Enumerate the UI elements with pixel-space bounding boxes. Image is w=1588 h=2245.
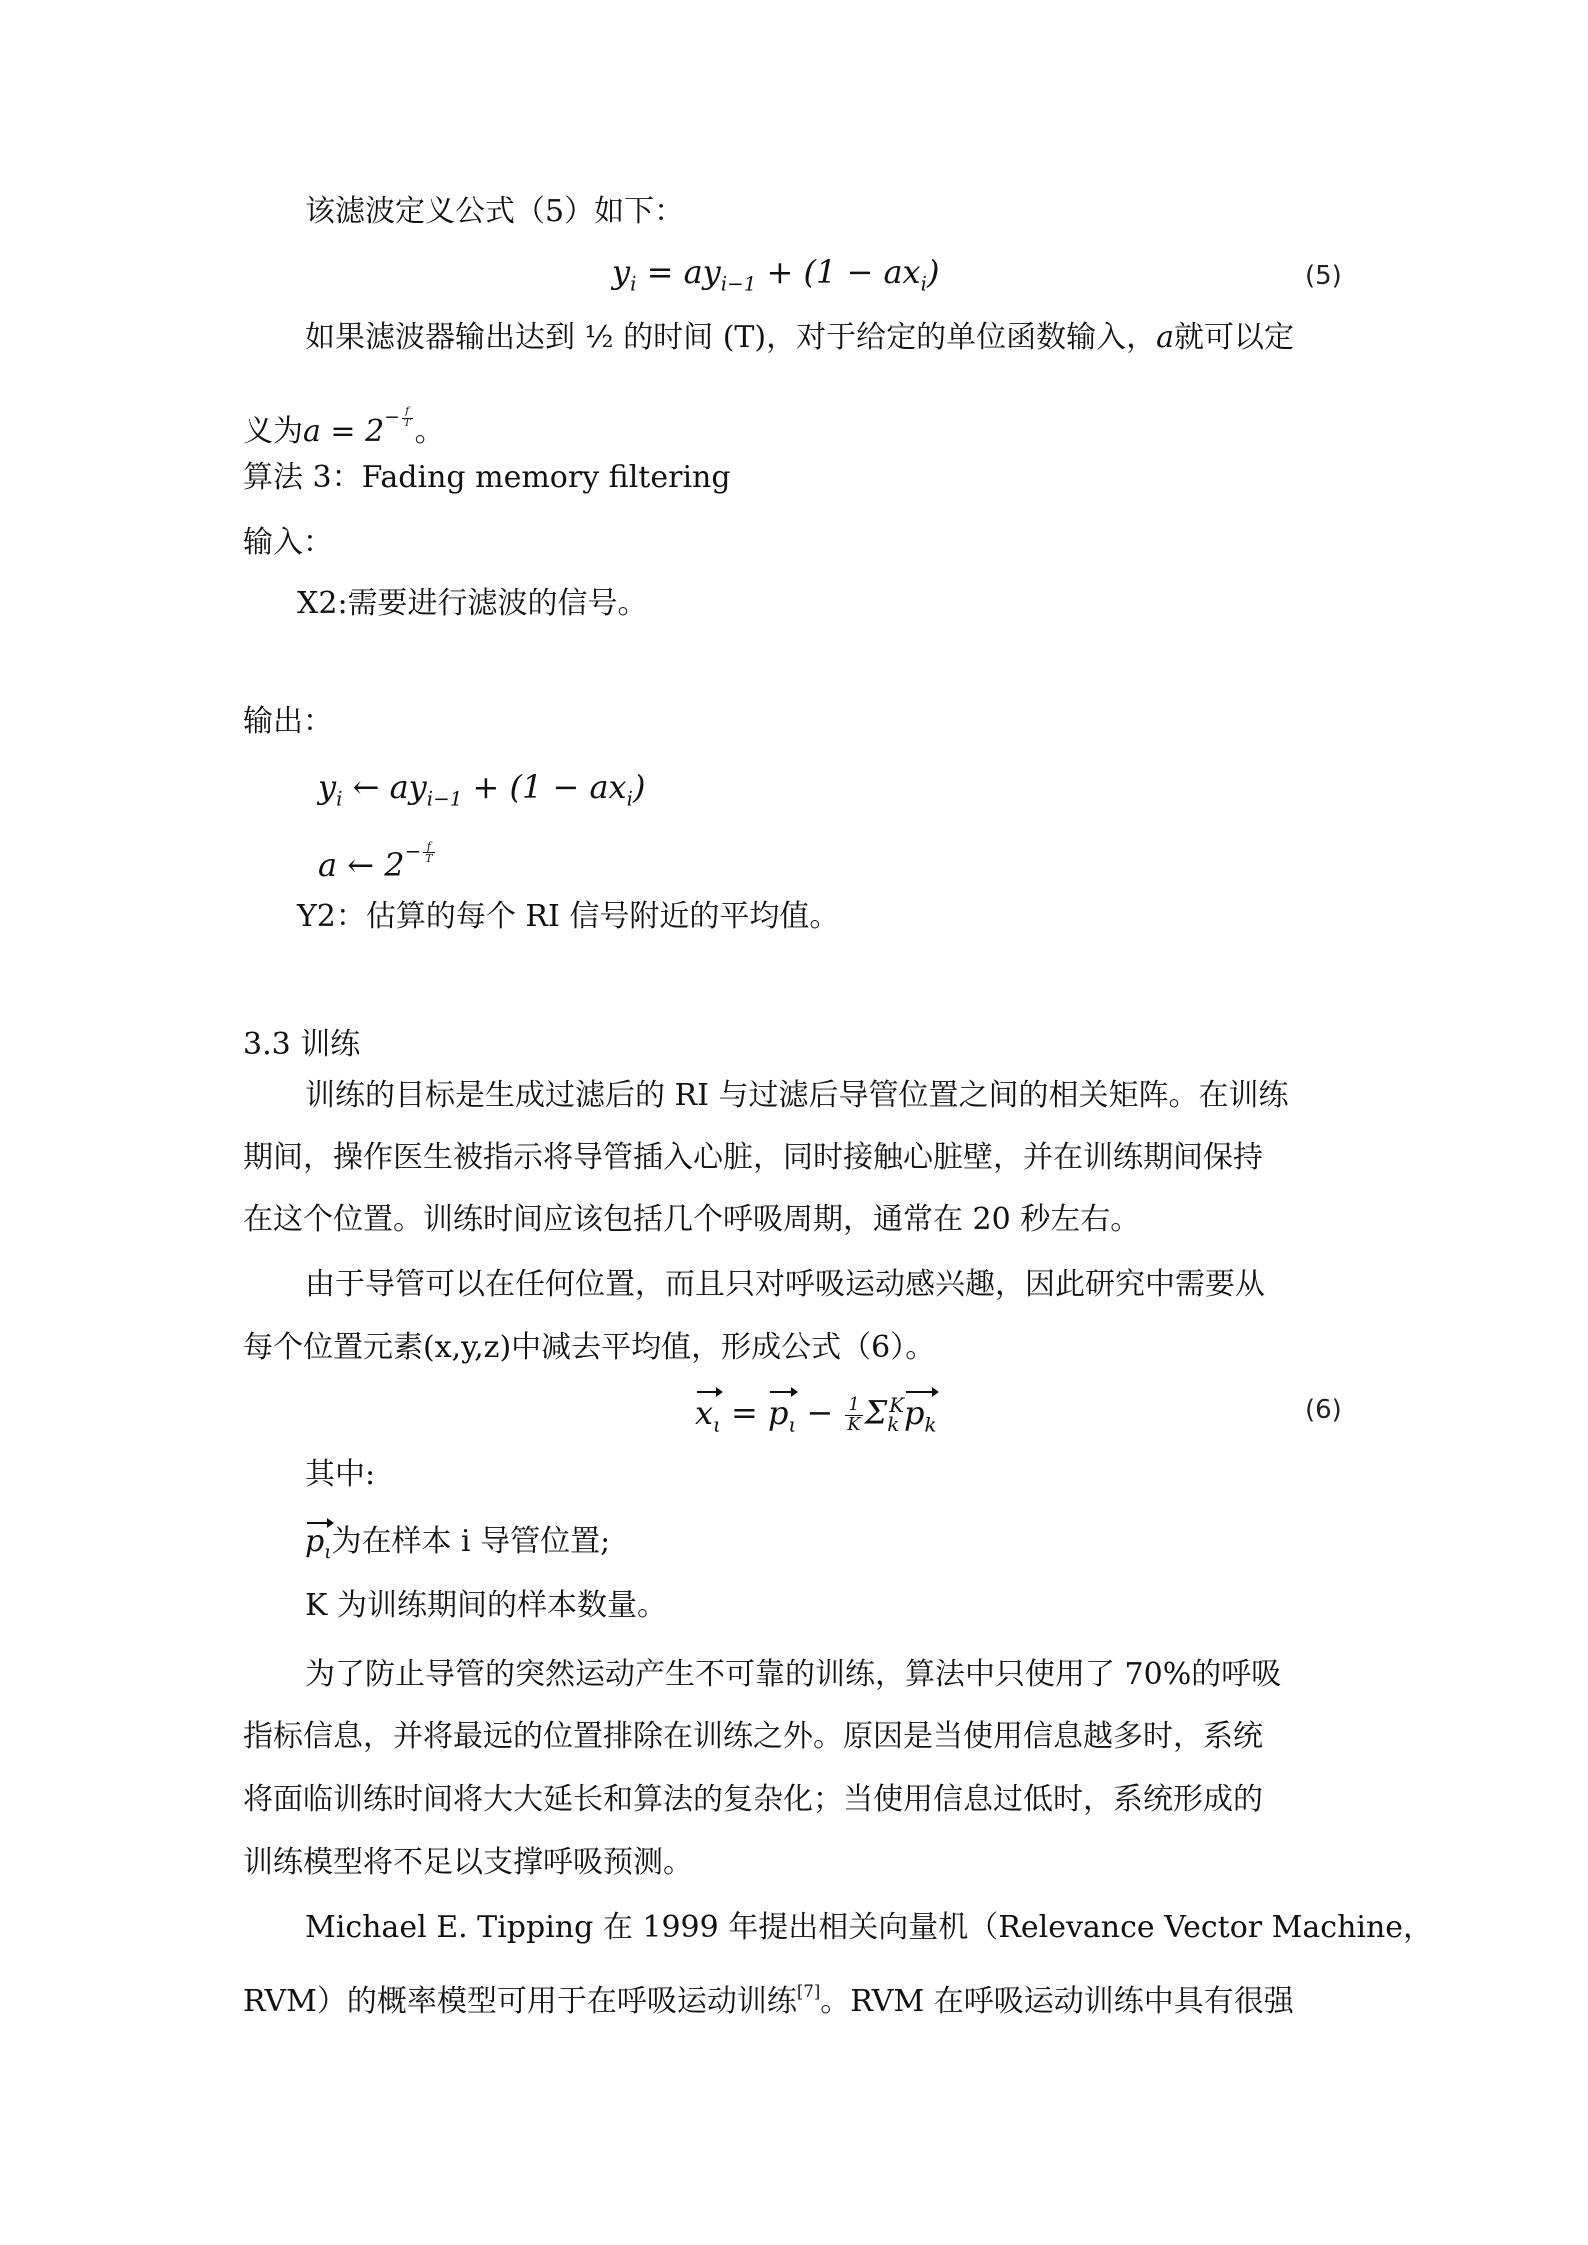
algorithm-step-2: a ← 2− $\frac{f}{T}$ — [318, 839, 433, 884]
paragraph-line: 每个位置元素(x,y,z)中减去平均值，形成公式（6）。 — [243, 1330, 936, 1365]
paragraph-line: 在这个位置。训练时间应该包括几个呼吸周期，通常在 20 秒左右。 — [243, 1202, 1141, 1237]
text-run: 如果滤波器输出达到 — [305, 320, 575, 355]
paragraph-line: 由于导管可以在任何位置，而且只对呼吸运动感兴趣，因此研究中需要从 — [305, 1267, 1265, 1302]
text-run: (T)，对于给定的单位函数输入， — [722, 320, 1157, 355]
formula-a: a = 2− $\frac{f}{T}$ — [303, 405, 411, 449]
paragraph-line: 期间，操作医生被指示将导管插入心脏，同时接触心脏壁，并在训练期间保持 — [243, 1140, 1263, 1175]
equation-6: $x_\iota = p_\iota$ − $\frac{1}{K}$ $\Sigma_k^Kp_k$ — [695, 1384, 937, 1447]
paragraph-line: 将面临训练时间将大大延长和算法的复杂化；当使用信息过低时，系统形成的 — [243, 1782, 1263, 1817]
paragraph-line: 该滤波定义公式（5）如下： — [305, 194, 685, 229]
input-x2: X2:需要进行滤波的信号。 — [297, 586, 648, 621]
paragraph-line — [243, 398, 445, 452]
paragraph-line: Michael E. Tipping 在 1999 年提出相关向量机（Relevance Vector Machine， — [305, 1910, 1434, 1945]
section-heading: 3.3 训练 — [243, 1027, 361, 1062]
text-run: 的时间 — [623, 320, 714, 355]
text-run: ½ — [584, 320, 614, 355]
text-run: RVM）的概率模型可用于在呼吸运动训练 — [243, 1984, 797, 2019]
text-run: 。 — [414, 414, 445, 449]
equation-5-number: (5) — [1305, 261, 1342, 291]
definition-k: K 为训练期间的样本数量。 — [305, 1588, 667, 1623]
text-run: 义为 — [243, 414, 303, 449]
equation-5: $y_i = ay_{i-1} + (1 - ax_i)$ — [612, 253, 940, 296]
text-run: 为在样本 i 导管位置; — [331, 1524, 611, 1559]
output-label: 输出： — [243, 704, 333, 739]
where-label: 其中: — [305, 1457, 376, 1492]
input-label: 输入： — [243, 525, 333, 560]
text-run: 就可以定 — [1174, 320, 1295, 355]
text-run: 。RVM 在呼吸运动训练中具有很强 — [820, 1984, 1294, 2019]
paragraph-line: 训练的目标是生成过滤后的 RI 与过滤后导管位置之间的相关矩阵。在训练 — [305, 1078, 1289, 1113]
paragraph-line: 指标信息，并将最远的位置排除在训练之外。原因是当使用信息越多时，系统 — [243, 1719, 1263, 1754]
algorithm-title: 算法 3：Fading memory filtering — [243, 460, 731, 495]
definition-p — [305, 1522, 610, 1573]
output-y2: Y2：估算的每个 RI 信号附近的平均值。 — [297, 899, 840, 934]
citation: [7] — [796, 1982, 821, 2001]
paragraph-line: 为了防止导管的突然运动产生不可靠的训练，算法中只使用了 70%的呼吸 — [305, 1657, 1282, 1692]
paragraph-line — [305, 318, 1294, 358]
paragraph-line: 训练模型将不足以支撑呼吸预测。 — [243, 1845, 693, 1880]
algorithm-step-1: $y_i$ ← $ay_{i-1} + (1 - ax_i)$ — [318, 768, 646, 811]
math-vector-p: $p_\iota$ — [305, 1522, 332, 1573]
equation-6-number: (6) — [1305, 1395, 1342, 1425]
paragraph-line — [243, 1972, 1294, 2022]
math-a: a — [1156, 320, 1175, 355]
